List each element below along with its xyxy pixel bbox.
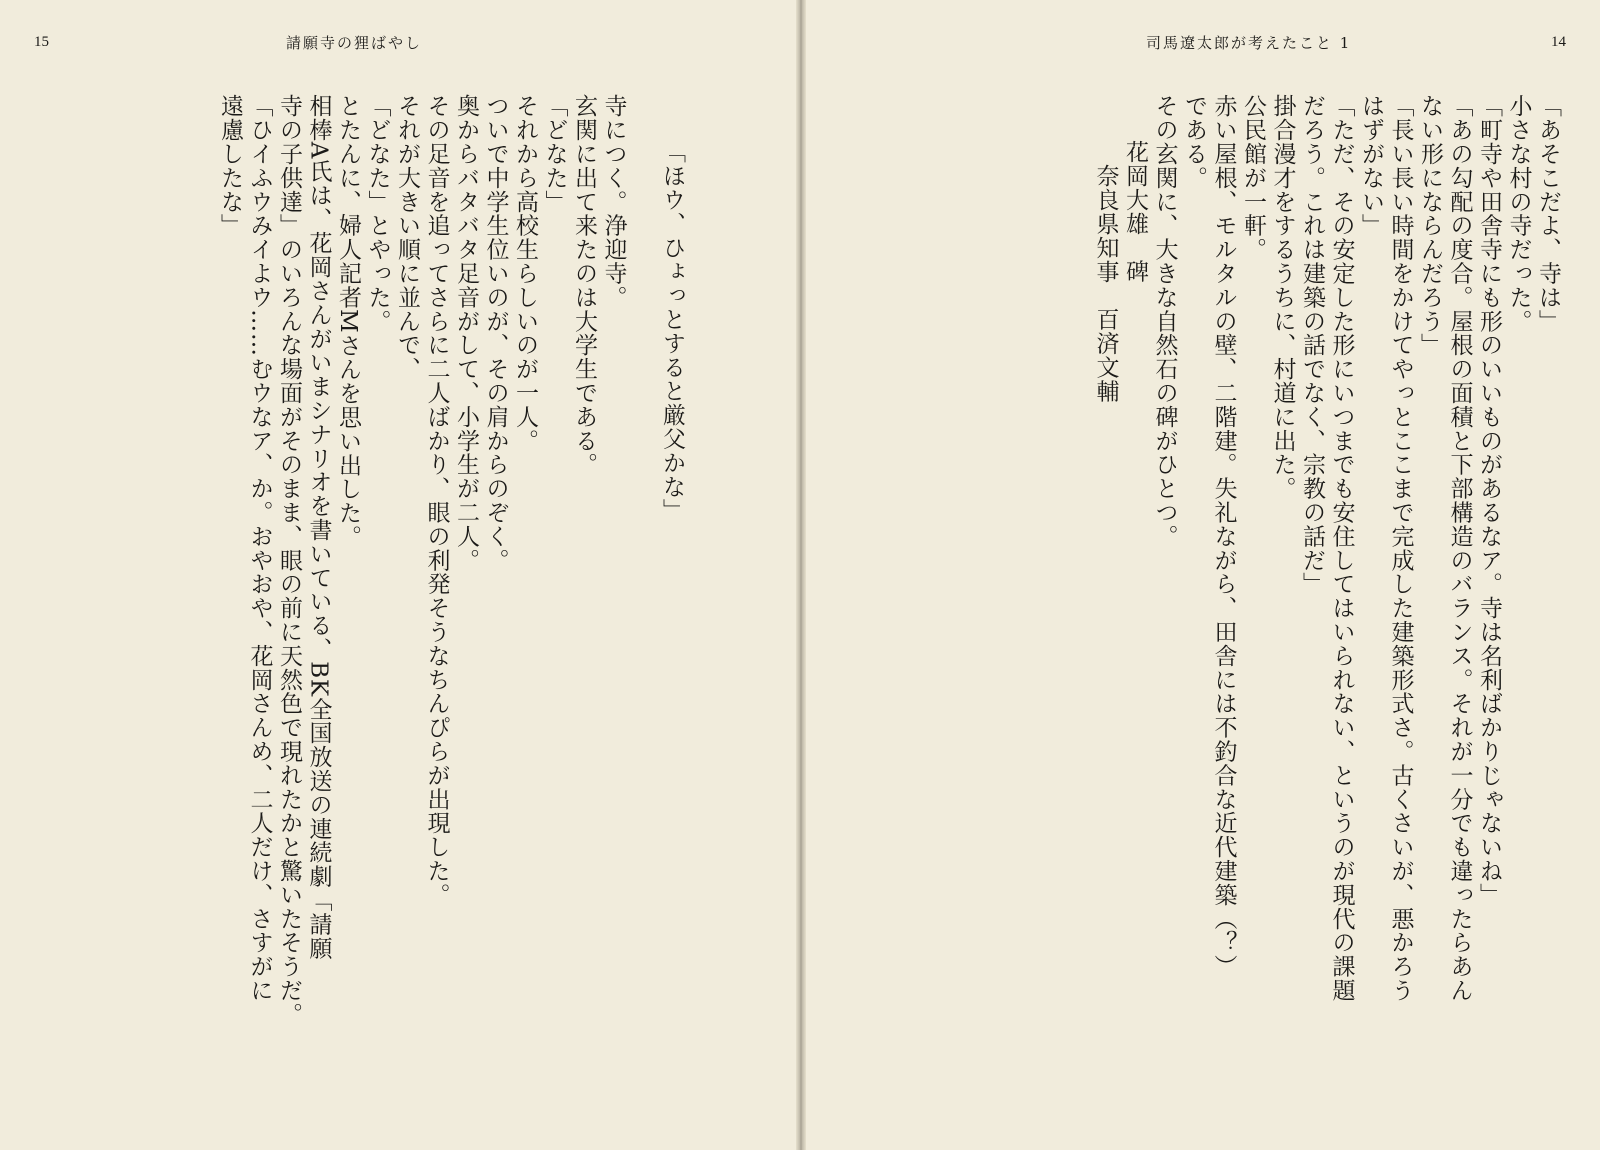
text-line: 「どなた」とやった。 — [364, 94, 391, 333]
text-line: ない形にならんだろう」 — [1417, 94, 1443, 357]
text-line: その玄関に、大きな自然石の碑がひとつ。 — [1151, 94, 1178, 549]
text-line: 「長い長い時間をかけてやっとここまで完成した建築形式さ。古くさいが、悪かろう — [1387, 94, 1414, 1003]
text-line: 小さな村の寺だった。 — [1505, 94, 1532, 333]
text-line: 「どなた」 — [541, 94, 568, 214]
text-line: 「ただ、その安定した形にいつまでも安住してはいられない、というのが現代の課題 — [1328, 94, 1355, 1003]
text-line: はずがない」 — [1358, 94, 1384, 238]
text-line: 奥からバタバタ足音がして、小学生が二人。 — [453, 94, 479, 572]
text-line: 相棒A氏は、花岡さんがいまシナリオを書いている、BK全国放送の連続劇「請願 — [305, 94, 332, 960]
text-line: である。 — [1181, 94, 1207, 190]
text-line: 「町寺や田舎寺にも形のいいものがあるなア。寺は名利ばかりじゃないね」 — [1476, 94, 1502, 907]
text-line: それが大きい順に並んで、 — [394, 94, 420, 381]
text-line: 奈良県知事 百済文輔 — [1092, 164, 1119, 403]
text-line: 「ひイふウみイよウ……むウなア、か。おやおや、花岡さんめ、二人だけ、さすがに — [246, 94, 273, 1003]
text-line: 「ほウ、ひょっとすると厳父かな」 — [659, 140, 685, 523]
running-head-right: 司馬遼太郎が考えたこと 1 — [1146, 34, 1352, 52]
running-head-left: 請願寺の狸ばやし — [286, 34, 423, 52]
text-line: 花岡大雄 碑 — [1122, 140, 1148, 284]
page-number-right: 14 — [1551, 34, 1566, 50]
page-number-left: 15 — [34, 34, 49, 50]
text-line: 「あそこだよ、寺は」 — [1535, 94, 1561, 333]
text-line: 遠慮したな」 — [217, 94, 243, 238]
text-line: 赤い屋根、モルタルの壁、二階建。失礼ながら、田舎には不釣合な近代建築（？） — [1210, 94, 1237, 979]
text-line: ついで中学生位いのが、その肩からのぞく。 — [482, 94, 509, 572]
text-line: 寺につく。浄迎寺。 — [600, 94, 627, 310]
book-gutter — [796, 0, 806, 1150]
right-page-body — [992, 94, 1562, 1104]
text-line: 寺の子供達」のいろんな場面がそのまま、眼の前に天然色で現れたかと驚いたそうだ。 — [276, 94, 302, 1027]
text-line: 「あの勾配の度合。屋根の面積と下部構造のバランス。それが一分でも違ったらあん — [1446, 94, 1473, 1003]
text-line: だろう。これは建築の話でなく、宗教の話だ」 — [1299, 94, 1325, 596]
left-page-body — [46, 94, 686, 1104]
text-line: 公民館が一軒。 — [1240, 94, 1266, 262]
text-line: 掛合漫才をするうちに、村道に出た。 — [1269, 94, 1296, 501]
text-line: とたんに、婦人記者Mさんを思い出した。 — [335, 94, 361, 549]
text-line: その足音を追ってさらに二人ばかり、眼の利発そうなちんぴらが出現した。 — [423, 94, 450, 907]
text-line: それから高校生らしいのが一人。 — [512, 94, 538, 453]
text-line: 玄関に出て来たのは大学生である。 — [571, 94, 597, 477]
